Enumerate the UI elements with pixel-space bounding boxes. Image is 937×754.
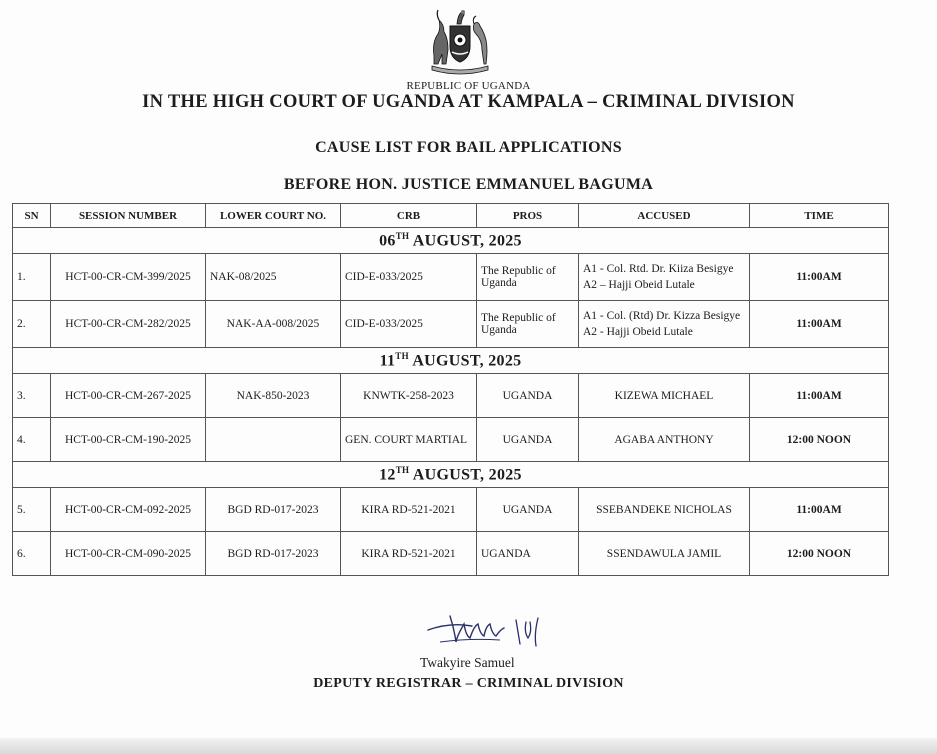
table-row bbox=[13, 254, 889, 301]
pros-cell: UGANDA bbox=[477, 532, 579, 576]
table-row bbox=[13, 532, 889, 576]
court-heading: IN THE HIGH COURT OF UGANDA AT KAMPALA – CRIMINAL DIVISION bbox=[142, 92, 795, 112]
time-cell: 11:00AM bbox=[750, 301, 889, 348]
lower-court-cell: NAK-08/2025 bbox=[206, 254, 341, 301]
column-header: ACCUSED bbox=[579, 204, 750, 228]
time-cell: 11:00AM bbox=[750, 374, 889, 418]
pros-cell: UGANDA bbox=[477, 488, 579, 532]
signatory-title: DEPUTY REGISTRAR – CRIMINAL DIVISION bbox=[313, 676, 624, 691]
judge-heading: BEFORE HON. JUSTICE EMMANUEL BAGUMA bbox=[283, 176, 654, 193]
crb-cell: GEN. COURT MARTIAL bbox=[341, 418, 477, 462]
sn-cell: 1. bbox=[13, 254, 51, 301]
lower-court-cell: BGD RD-017-2023 bbox=[206, 488, 341, 532]
lower-court-cell: NAK-AA-008/2025 bbox=[206, 301, 341, 348]
date-section-row bbox=[13, 228, 889, 254]
session-number-cell: HCT-00-CR-CM-092-2025 bbox=[51, 488, 206, 532]
session-number-cell: HCT-00-CR-CM-282/2025 bbox=[51, 301, 206, 348]
table-row bbox=[13, 418, 889, 462]
sn-cell: 6. bbox=[13, 532, 51, 576]
accused-line: A1 - Col. (Rtd) Dr. Kizza Besigye bbox=[583, 310, 741, 322]
accused-cell: SSENDAWULA JAMIL bbox=[579, 532, 750, 576]
lower-court-cell: NAK-850-2023 bbox=[206, 374, 341, 418]
accused-cell bbox=[579, 254, 750, 301]
column-header: PROS bbox=[477, 204, 579, 228]
column-header: TIME bbox=[750, 204, 889, 228]
accused-line: A2 – Hajji Obeid Lutale bbox=[583, 279, 695, 291]
sn-cell: 2. bbox=[13, 301, 51, 348]
time-cell: 12:00 NOON bbox=[750, 418, 889, 462]
lower-court-cell: BGD RD-017-2023 bbox=[206, 532, 341, 576]
pros-cell: The Republic of Uganda bbox=[477, 301, 579, 348]
time-cell: 11:00AM bbox=[750, 488, 889, 532]
pros-cell: The Republic of Uganda bbox=[477, 254, 579, 301]
signatory-name: Twakyire Samuel bbox=[420, 655, 515, 670]
date-heading: 12TH AUGUST, 2025 bbox=[13, 462, 889, 488]
table-row bbox=[13, 301, 889, 348]
accused-cell bbox=[579, 301, 750, 348]
handwritten-signature bbox=[420, 608, 570, 656]
session-number-cell: HCT-00-CR-CM-267-2025 bbox=[51, 374, 206, 418]
accused-line: A1 - Col. Rtd. Dr. Kiiza Besigye bbox=[583, 263, 734, 275]
column-header: LOWER COURT NO. bbox=[206, 204, 341, 228]
session-number-cell: HCT-00-CR-CM-399/2025 bbox=[51, 254, 206, 301]
accused-cell: SSEBANDEKE NICHOLAS bbox=[579, 488, 750, 532]
cause-list-table bbox=[12, 203, 889, 576]
sn-cell: 4. bbox=[13, 418, 51, 462]
crb-cell: KIRA RD-521-2021 bbox=[341, 488, 477, 532]
lower-court-cell bbox=[206, 418, 341, 462]
table-row bbox=[13, 488, 889, 532]
table-header-row bbox=[13, 204, 889, 228]
crb-cell: CID-E-033/2025 bbox=[341, 301, 477, 348]
crb-cell: KIRA RD-521-2021 bbox=[341, 532, 477, 576]
column-header: SN bbox=[13, 204, 51, 228]
accused-cell: AGABA ANTHONY bbox=[579, 418, 750, 462]
pros-cell: UGANDA bbox=[477, 374, 579, 418]
republic-label: REPUBLIC OF UGANDA bbox=[406, 80, 531, 92]
time-cell: 12:00 NOON bbox=[750, 532, 889, 576]
session-number-cell: HCT-00-CR-CM-190-2025 bbox=[51, 418, 206, 462]
crb-cell: KNWTK-258-2023 bbox=[341, 374, 477, 418]
date-heading: 11TH AUGUST, 2025 bbox=[13, 348, 889, 374]
column-header: SESSION NUMBER bbox=[51, 204, 206, 228]
accused-line: A2 - Hajji Obeid Lutale bbox=[583, 326, 693, 338]
date-heading: 06TH AUGUST, 2025 bbox=[13, 228, 889, 254]
crb-cell: CID-E-033/2025 bbox=[341, 254, 477, 301]
coat-of-arms-icon bbox=[424, 6, 496, 78]
sn-cell: 3. bbox=[13, 374, 51, 418]
column-header: CRB bbox=[341, 204, 477, 228]
cause-list-title: CAUSE LIST FOR BAIL APPLICATIONS bbox=[315, 139, 622, 156]
session-number-cell: HCT-00-CR-CM-090-2025 bbox=[51, 532, 206, 576]
sn-cell: 5. bbox=[13, 488, 51, 532]
date-section-row bbox=[13, 462, 889, 488]
pros-cell: UGANDA bbox=[477, 418, 579, 462]
time-cell: 11:00AM bbox=[750, 254, 889, 301]
accused-cell: KIZEWA MICHAEL bbox=[579, 374, 750, 418]
date-section-row bbox=[13, 348, 889, 374]
table-row bbox=[13, 374, 889, 418]
